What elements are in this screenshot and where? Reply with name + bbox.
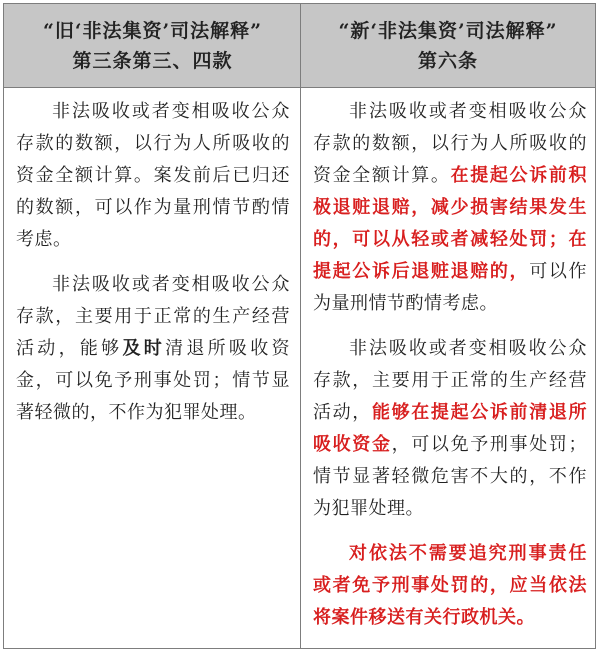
- old-paragraph-1: 非法吸收或者变相吸收公众存款的数额，以行为人所吸收的资金全额计算。案发前后已归还的数额，可以作为量刑情节酌情考虑。: [16, 101, 290, 250]
- new-p1-text-c: 可以作为量刑情节酌情考虑。: [313, 261, 588, 314]
- header-old-interpretation: [4, 4, 301, 88]
- old-provisions-column: [4, 88, 300, 648]
- old-p2-text-c: 清退所吸收资金，可以免予刑事处罚；情节显著轻微的，不作为犯罪处理。: [16, 338, 291, 423]
- header-new-title: “新‘非法集资’司法解释”: [338, 19, 558, 42]
- new-p1-highlight: 在提起公诉前积极退赃退赔，减少损害结果发生的，可以从轻或者减轻处罚；在提起公诉后退赃退赔的，: [313, 165, 588, 282]
- old-p2-text-a: 非法吸收或者变相吸收公众存款，主要用于正常的生产经营活动，能够: [16, 274, 290, 359]
- header-old-title: “旧‘非法集资’司法解释”: [42, 19, 263, 42]
- header-old-articles: 第三条第三、四款: [72, 49, 233, 72]
- new-p2-highlight: 能够在提起公诉前清退所吸收资金: [313, 402, 588, 455]
- new-paragraph-2: [313, 333, 587, 525]
- new-p1-text-a: 非法吸收或者变相吸收公众存款的数额，以行为人所吸收的资金全额计算。: [313, 101, 587, 186]
- header-new-interpretation: [301, 4, 595, 88]
- new-paragraph-1: [313, 96, 587, 320]
- new-provisions-column: [301, 88, 595, 648]
- header-new-article: 第六条: [417, 49, 478, 72]
- old-p2-emphasis: 及时: [122, 338, 166, 359]
- new-paragraph-3: 对依法不需要追究刑事责任或者免予刑事处罚的，应当依法将案件移送有关行政机关。: [313, 543, 587, 628]
- new-p2-text-a: 非法吸收或者变相吸收公众存款，主要用于正常的生产经营活动，: [313, 338, 587, 423]
- new-p2-text-c: ，可以免予刑事处罚；情节显著轻微危害不大的，不作为犯罪处理。: [313, 434, 588, 519]
- old-paragraph-2: [16, 269, 290, 429]
- comparison-table: [3, 3, 596, 649]
